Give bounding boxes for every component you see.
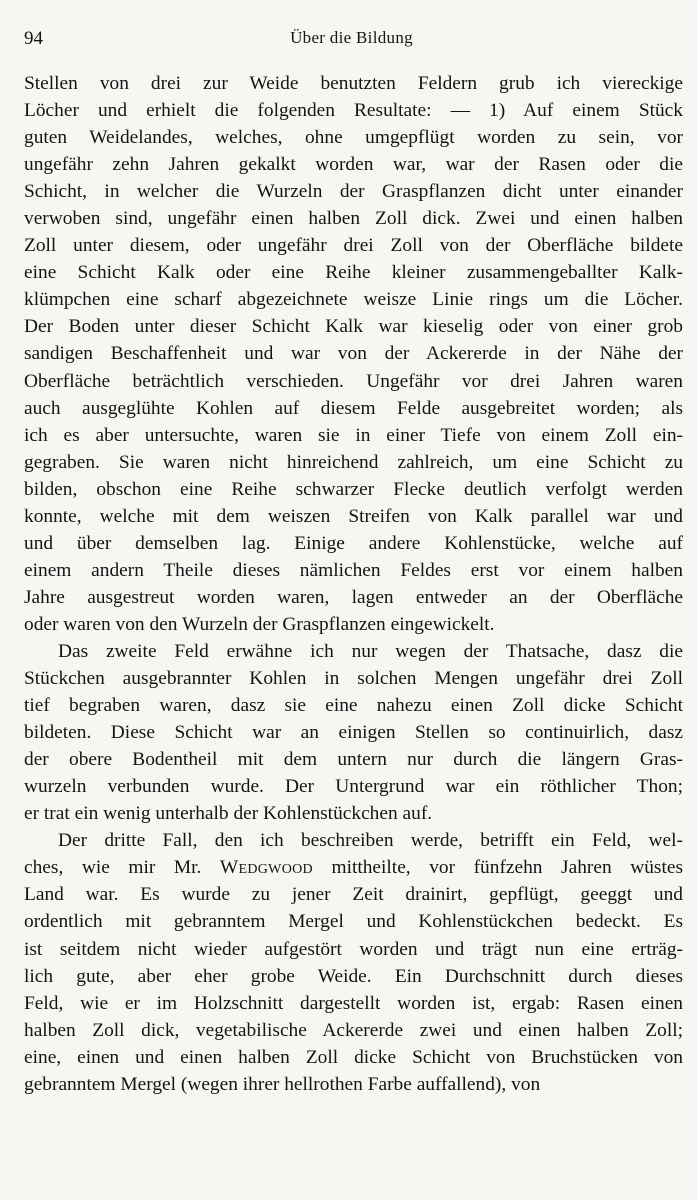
- text-line: lich gute, aber eher grobe Weide. Ein Durchschnitt durch dieses: [24, 965, 683, 987]
- text-line: ist seitdem nicht wieder aufgestört worden und trägt nun eine erträg-: [24, 938, 683, 960]
- running-title: Über die Bildung: [290, 28, 413, 47]
- text-line: Schicht, in welcher die Wurzeln der Graspflanzen dicht unter einander: [24, 181, 683, 203]
- text-line: der obere Bodentheil mit dem untern nur durch die längern Gras-: [24, 749, 683, 771]
- text-line: konnte, welche mit dem weiszen Streifen von Kalk parallel war und: [24, 505, 683, 527]
- paragraph: [24, 827, 683, 1097]
- text-line: ches, wie mir Mr. Wedgwood mittheilte, vor fünfzehn Jahren wüstes: [24, 857, 683, 879]
- text-line: Stellen von drei zur Weide benutzten Feldern grub ich viereckige: [24, 73, 683, 94]
- text-line: halben Zoll dick, vegetabilische Ackererde zwei und einen halben Zoll;: [24, 1019, 683, 1041]
- body-text: [24, 70, 683, 1098]
- page-header: [24, 28, 679, 58]
- text-line: wurzeln verbunden wurde. Der Untergrund war ein röthlicher Thon;: [24, 776, 683, 798]
- text-line: und über demselben lag. Einige andere Kohlenstücke, welche auf: [24, 532, 683, 554]
- text-line: Zoll unter diesem, oder ungefähr drei Zoll von der Oberfläche bildete: [24, 235, 683, 257]
- text-line: gebranntem Mergel (wegen ihrer hellrothen Farbe auffallend), von: [24, 1073, 541, 1095]
- text-line: er trat ein wenig unterhalb der Kohlenstückchen auf.: [24, 803, 433, 825]
- text-line: verwoben sind, ungefähr einen halben Zoll dick. Zwei und einen halben: [24, 208, 683, 230]
- text-line: tief begraben waren, dasz sie eine nahezu einen Zoll dicke Schicht: [24, 695, 683, 717]
- text-line: Feld, wie er im Holzschnitt dargestellt worden ist, ergab: Rasen einen: [24, 992, 683, 1014]
- text-line: ordentlich mit gebranntem Mergel und Kohlenstückchen bedeckt. Es: [24, 911, 683, 933]
- text-line: bildeten. Diese Schicht war an einigen Stellen so continuirlich, dasz: [24, 722, 683, 744]
- text-line: Oberfläche beträchtlich verschieden. Ungefähr vor drei Jahren waren: [24, 370, 683, 392]
- text-line: eine, einen und einen halben Zoll dicke Schicht von Bruchstücken von: [24, 1046, 683, 1068]
- page-number: 94: [24, 28, 43, 49]
- text-line: Löcher und erhielt die folgenden Resultate: — 1) Auf einem Stück: [24, 100, 683, 122]
- text-line: einem andern Theile dieses nämlichen Feldes erst vor einem halben: [24, 559, 683, 581]
- text-line: Das zweite Feld erwähne ich nur wegen der Thatsache, dasz die: [58, 640, 683, 662]
- text-line: Der dritte Fall, den ich beschreiben werde, betrifft ein Feld, wel-: [58, 830, 683, 852]
- text-line: sandigen Beschaffenheit und war von der Ackererde in der Nähe der: [24, 343, 683, 365]
- paragraph: [24, 638, 683, 827]
- text-line: Jahre ausgestreut worden waren, lagen entweder an der Oberfläche: [24, 586, 683, 608]
- text-line: ich es aber untersuchte, waren sie in einer Tiefe von einem Zoll ein-: [24, 424, 683, 446]
- text-line: ungefähr zehn Jahren gekalkt worden war, war der Rasen oder die: [24, 154, 683, 176]
- paragraph: [24, 70, 683, 638]
- text-line: Der Boden unter dieser Schicht Kalk war kieselig oder von einer grob: [24, 316, 683, 338]
- text-line: gegraben. Sie waren nicht hinreichend zahlreich, um eine Schicht zu: [24, 451, 683, 473]
- text-line: Land war. Es wurde zu jener Zeit drainirt, gepflügt, geeggt und: [24, 884, 683, 906]
- person-name: Wedgwood: [219, 857, 313, 879]
- text-line: bilden, obschon eine Reihe schwarzer Flecke deutlich verfolgt werden: [24, 478, 683, 500]
- text-line: klümpchen eine scharf abgezeichnete weisze Linie rings um die Löcher.: [24, 289, 683, 311]
- text-line: oder waren von den Wurzeln der Graspflanzen eingewickelt.: [24, 613, 495, 635]
- text-line: auch ausgeglühte Kohlen auf diesem Felde ausgebreitet worden; als: [24, 397, 683, 419]
- text-line: Stückchen ausgebrannter Kohlen in solchen Mengen ungefähr drei Zoll: [24, 668, 683, 690]
- text-line: guten Weidelandes, welches, ohne umgepflügt worden zu sein, vor: [24, 127, 683, 149]
- text-line: eine Schicht Kalk oder eine Reihe kleiner zusammengeballter Kalk-: [24, 262, 683, 284]
